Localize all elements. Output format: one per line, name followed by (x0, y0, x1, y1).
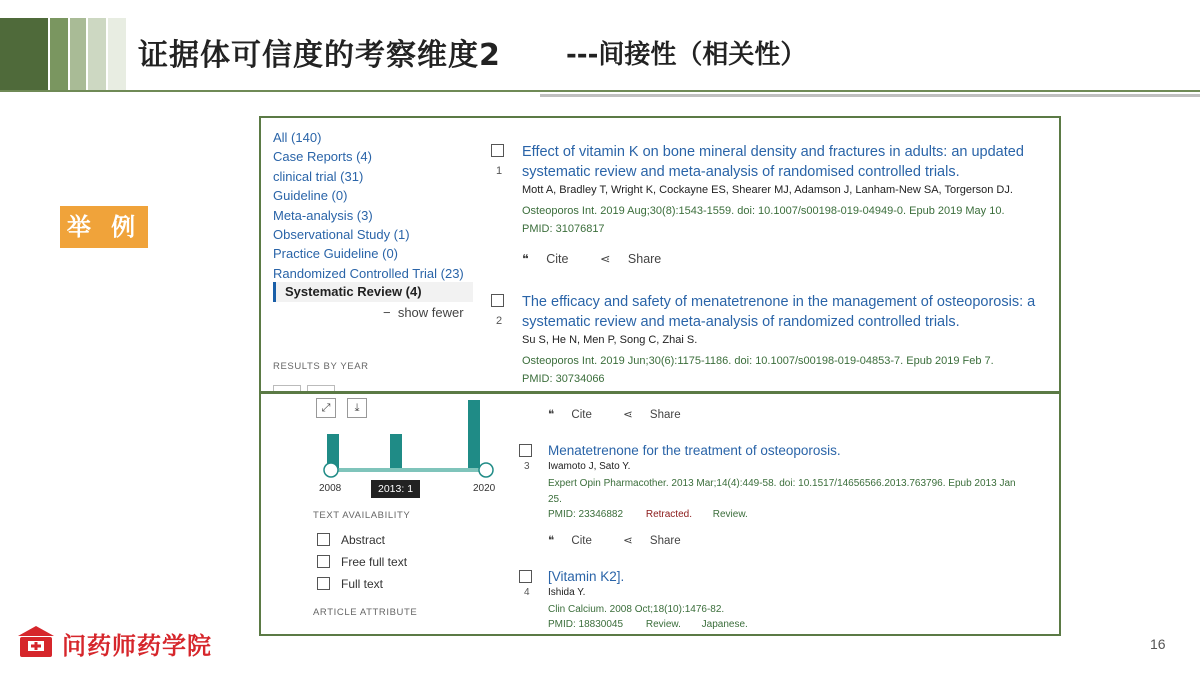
result-authors: Su S, He N, Men P, Song C, Zhai S. (522, 334, 698, 346)
result-checkbox[interactable] (519, 444, 532, 457)
result-title-line: systematic review and meta-analysis of randomized controlled trials. (522, 314, 960, 330)
result-citation: Expert Opin Pharmacother. 2013 Mar;14(4):449-58. doi: 10.1517/14656566.2013.763796. Epub 2013 Jan (548, 478, 1016, 489)
cite-button[interactable] (548, 409, 606, 421)
result-title-link[interactable]: Menatetrenone for the treatment of osteoporosis. (548, 443, 841, 458)
share-button[interactable] (623, 535, 695, 547)
timeline-start-year: 2008 (319, 483, 342, 494)
result-title-link[interactable] (522, 292, 1035, 332)
result-pmid (548, 509, 748, 520)
filter-all[interactable]: All (140) (273, 130, 322, 145)
article-type-filters (273, 128, 464, 283)
download-icon[interactable]: ⤓ (347, 398, 367, 418)
cite-button[interactable] (548, 535, 606, 547)
filter-practice-guideline[interactable]: Practice Guideline (0) (273, 246, 398, 262)
share-label: Share (649, 535, 681, 547)
result-citation: Clin Calcium. 2008 Oct;18(10):1476-82. (548, 604, 725, 615)
result-title-link[interactable] (522, 142, 1024, 182)
free-full-text-label: Free full text (341, 555, 408, 569)
retracted-tag: Retracted. (645, 509, 692, 520)
search-results-panel-top (259, 116, 1061, 393)
result-checkbox[interactable] (519, 570, 532, 583)
minus-icon: − (383, 305, 391, 320)
article-attribute-heading: ARTICLE ATTRIBUTE (313, 607, 418, 618)
show-fewer-link[interactable] (383, 305, 464, 320)
slide-title: 证据体可信度的考察维度2 (138, 38, 501, 73)
text-availability-heading: TEXT AVAILABILITY (313, 510, 411, 521)
result-authors: Mott A, Bradley T, Wright K, Cockayne ES, Shearer MJ, Adamson J, Lanham-New SA, Torgerson DJ. (522, 184, 1013, 196)
result-pmid: PMID: 30734066 (522, 373, 605, 385)
result-authors: Iwamoto J, Sato Y. (548, 461, 631, 472)
timeline-start-handle[interactable] (324, 463, 338, 477)
share-button[interactable] (623, 409, 695, 421)
example-badge: 举 例 (60, 206, 148, 248)
share-label: Share (649, 409, 681, 421)
header-underline-gray (540, 94, 1200, 97)
result-title-line: systematic review and meta-analysis of randomised controlled trials. (522, 164, 960, 180)
result-citation: Osteoporos Int. 2019 Aug;30(8):1543-1559. doi: 10.1007/s00198-019-04949-0. Epub 2019 May 10. (522, 205, 1005, 217)
quote-icon: ❝ (522, 252, 529, 266)
year-bar[interactable] (468, 400, 480, 470)
cite-label: Cite (571, 535, 592, 547)
filter-systematic-review-selected[interactable]: Systematic Review (4) (273, 282, 473, 302)
language-tag: Japanese. (701, 619, 748, 630)
result-actions (548, 407, 709, 421)
result-checkbox[interactable] (491, 144, 504, 157)
search-results-panel-bottom (259, 392, 1061, 636)
chart-button-stub[interactable] (273, 385, 301, 392)
free-full-text-checkbox[interactable] (317, 555, 330, 568)
result-pmid (548, 619, 748, 630)
result-title-line: Effect of vitamin K on bone mineral density and fractures in adults: an updated (522, 144, 1024, 160)
result-pmid: PMID: 31076817 (522, 223, 605, 235)
chart-button-stub[interactable] (307, 385, 335, 392)
academy-logo-icon (16, 624, 56, 660)
show-fewer-label: show fewer (397, 305, 464, 320)
pmid-text: PMID: 18830045 (548, 619, 624, 630)
result-number: 1 (496, 165, 503, 177)
filter-case-reports[interactable]: Case Reports (4) (273, 149, 372, 165)
filter-clinical-trial[interactable]: clinical trial (31) (273, 168, 364, 184)
cite-label: Cite (546, 252, 569, 266)
academy-logo-text: 问药师药学院 (62, 632, 212, 660)
year-tooltip: 2013: 1 (371, 480, 420, 498)
cite-button[interactable] (522, 252, 582, 266)
timeline-end-year: 2020 (473, 483, 496, 494)
pmid-text: PMID: 23346882 (548, 509, 624, 520)
result-title-link[interactable]: [Vitamin K2]. (548, 569, 625, 584)
review-tag: Review. (712, 509, 748, 520)
filter-observational-study[interactable]: Observational Study (1) (273, 227, 410, 243)
year-bar[interactable] (390, 434, 402, 470)
share-button[interactable] (600, 252, 675, 266)
expand-icon[interactable]: ⤢ (316, 398, 336, 418)
result-citation: 25. (548, 494, 562, 505)
result-title-line: The efficacy and safety of menatetrenone in the management of osteoporosis: a (522, 294, 1036, 310)
abstract-checkbox[interactable] (317, 533, 330, 546)
result-number: 4 (524, 587, 530, 598)
filter-meta-analysis[interactable]: Meta-analysis (3) (273, 207, 373, 223)
page-number: 16 (1150, 636, 1166, 652)
filter-guideline[interactable]: Guideline (0) (273, 188, 348, 204)
results-by-year-heading: RESULTS BY YEAR (273, 361, 369, 372)
quote-icon: ❝ (548, 409, 555, 421)
timeline-end-handle[interactable] (479, 463, 493, 477)
result-authors: Ishida Y. (548, 587, 586, 598)
results-by-year-timeline (311, 394, 501, 494)
full-text-label: Full text (341, 577, 384, 591)
result-citation: Osteoporos Int. 2019 Jun;30(6):1175-1186. doi: 10.1007/s00198-019-04853-7. Epub 2019 Feb 7. (522, 355, 994, 367)
abstract-label: Abstract (341, 533, 386, 547)
result-number: 3 (524, 461, 530, 472)
share-icon: ⋖ (623, 535, 633, 547)
quote-icon: ❝ (548, 535, 555, 547)
share-icon: ⋖ (599, 252, 611, 266)
share-label: Share (627, 252, 662, 266)
header-underline (0, 90, 1200, 92)
result-number: 2 (496, 315, 503, 327)
cite-label: Cite (571, 409, 592, 421)
share-icon: ⋖ (623, 409, 633, 421)
result-actions (548, 533, 709, 547)
header-color-bars (0, 18, 130, 90)
review-tag: Review. (645, 619, 681, 630)
slide-subtitle: ---间接性（相关性） (566, 40, 807, 70)
full-text-checkbox[interactable] (317, 577, 330, 590)
result-checkbox[interactable] (491, 294, 504, 307)
result-actions (522, 251, 689, 266)
filter-rct[interactable]: Randomized Controlled Trial (23) (273, 265, 464, 281)
